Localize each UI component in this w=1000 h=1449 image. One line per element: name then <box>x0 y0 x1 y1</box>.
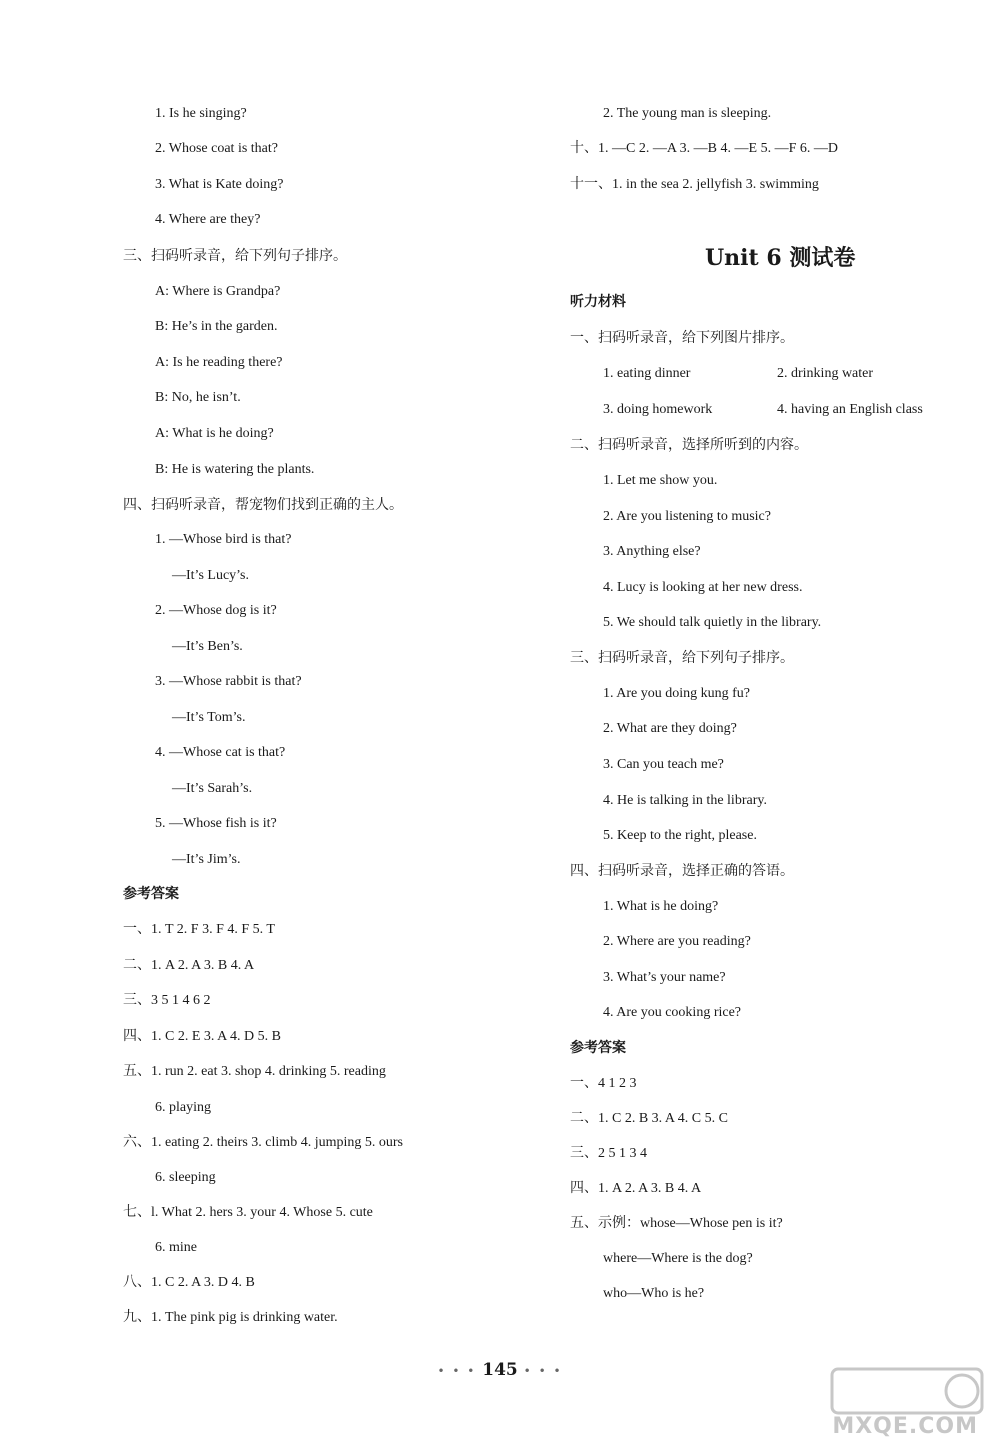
text-line: 6. sleeping <box>155 1170 216 1185</box>
text-line: 三、扫码听录音，给下列句子排序。 <box>123 248 347 264</box>
text-line: 四、扫码听录音，帮宠物们找到正确的主人。 <box>123 497 403 513</box>
text-line: A: Is he reading there? <box>155 355 283 370</box>
footer-dots-left-icon: • • • <box>437 1364 477 1378</box>
text-line: 一、1. T 2. F 3. F 4. F 5. T <box>123 922 275 937</box>
text-line: 2. drinking water <box>777 366 874 381</box>
text-line: —It’s Jim’s. <box>172 852 241 867</box>
text-line: 十、1. —C 2. —A 3. —B 4. —E 5. —F 6. —D <box>570 141 838 156</box>
text-line: 三、2 5 1 3 4 <box>570 1146 647 1161</box>
watermark-logo-icon <box>792 1363 992 1443</box>
text-line: 听力材料 <box>570 294 626 310</box>
text-line: 参考答案 <box>123 886 179 902</box>
text-line: B: He’s in the garden. <box>155 319 278 334</box>
text-line: 4. Are you cooking rice? <box>603 1005 742 1020</box>
text-line: who—Who is he? <box>603 1286 705 1301</box>
text-line: 九、1. The pink pig is drinking water. <box>123 1310 338 1325</box>
text-line: 参考答案 <box>570 1040 626 1056</box>
text-line: 2. Whose coat is that? <box>155 141 278 156</box>
text-line: 5. —Whose fish is it? <box>155 816 277 831</box>
text-line: 2. The young man is sleeping. <box>603 106 772 121</box>
text-line: 六、1. eating 2. theirs 3. climb 4. jumping 5. ours <box>123 1135 403 1150</box>
text-line: 四、1. A 2. A 3. B 4. A <box>570 1181 702 1196</box>
text-line: 1. —Whose bird is that? <box>155 532 292 547</box>
text-line: A: What is he doing? <box>155 426 274 441</box>
text-line: 2. What are they doing? <box>603 721 737 736</box>
text-line: 2. —Whose dog is it? <box>155 603 277 618</box>
text-line: 5. Keep to the right, please. <box>603 828 757 843</box>
text-line: 6. playing <box>155 1100 211 1115</box>
text-line: 1. What is he doing? <box>603 899 719 914</box>
text-line: 1. Let me show you. <box>603 473 718 488</box>
text-line: —It’s Sarah’s. <box>172 781 253 796</box>
text-line: 3. Anything else? <box>603 544 701 559</box>
text-line: 二、扫码听录音，选择所听到的内容。 <box>570 437 808 453</box>
text-line: 3. What’s your name? <box>603 970 726 985</box>
text-line: 八、1. C 2. A 3. D 4. B <box>123 1275 255 1290</box>
text-line: 2. Are you listening to music? <box>603 509 771 524</box>
text-line: —It’s Lucy’s. <box>172 568 249 583</box>
text-line: 4. having an English class <box>777 402 923 417</box>
text-line: 4. —Whose cat is that? <box>155 745 286 760</box>
text-line: 一、扫码听录音，给下列图片排序。 <box>570 330 794 346</box>
text-line: 2. Where are you reading? <box>603 934 751 949</box>
text-line: 3. —Whose rabbit is that? <box>155 674 302 689</box>
text-line: 4. Where are they? <box>155 212 261 227</box>
text-line: 二、1. A 2. A 3. B 4. A <box>123 958 255 973</box>
text-line: 5. We should talk quietly in the library. <box>603 615 822 630</box>
unit-title: Unit 6 测试卷 <box>705 245 856 271</box>
text-line: 3. What is Kate doing? <box>155 177 284 192</box>
text-line: —It’s Ben’s. <box>172 639 243 654</box>
text-line: 6. mine <box>155 1240 197 1255</box>
text-line: where—Where is the dog? <box>603 1251 753 1266</box>
text-line: 四、扫码听录音，选择正确的答语。 <box>570 863 794 879</box>
text-line: 1. Are you doing kung fu? <box>603 686 750 701</box>
text-line: A: Where is Grandpa? <box>155 284 281 299</box>
text-line: 1. Is he singing? <box>155 106 247 121</box>
text-line: 五、示例：whose—Whose pen is it? <box>570 1216 783 1231</box>
text-line: 4. He is talking in the library. <box>603 793 767 808</box>
text-line: 一、4 1 2 3 <box>570 1076 637 1091</box>
text-line: 3. doing homework <box>603 402 713 417</box>
page-number: 145 <box>482 1360 518 1380</box>
watermark-text: MXQE.COM <box>832 1414 978 1439</box>
text-line: 二、1. C 2. B 3. A 4. C 5. C <box>570 1111 728 1126</box>
text-line: 七、l. What 2. hers 3. your 4. Whose 5. cute <box>123 1205 373 1220</box>
text-line: 4. Lucy is looking at her new dress. <box>603 580 803 595</box>
text-line: 三、3 5 1 4 6 2 <box>123 993 211 1008</box>
text-line: 四、1. C 2. E 3. A 4. D 5. B <box>123 1029 281 1044</box>
text-line: 三、扫码听录音，给下列句子排序。 <box>570 650 794 666</box>
footer-dots-right-icon: • • • <box>523 1364 563 1378</box>
text-line: B: No, he isn’t. <box>155 390 241 405</box>
text-line: B: He is watering the plants. <box>155 462 315 477</box>
text-line: —It’s Tom’s. <box>172 710 246 725</box>
text-line: 五、1. run 2. eat 3. shop 4. drinking 5. reading <box>123 1064 386 1079</box>
text-line: 1. eating dinner <box>603 366 691 381</box>
text-line: 3. Can you teach me? <box>603 757 724 772</box>
text-line: 十一、1. in the sea 2. jellyfish 3. swimming <box>570 177 819 192</box>
